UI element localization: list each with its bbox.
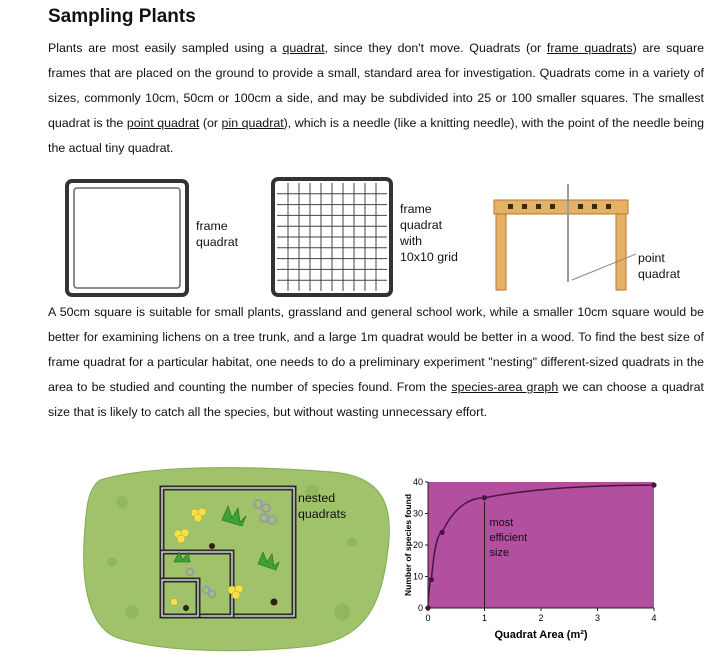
- species-area-chart: [400, 474, 664, 646]
- data-point: [425, 605, 430, 610]
- y-tick-label: 40: [412, 477, 423, 487]
- grid-label-line-3: with: [400, 234, 423, 248]
- grid-label-line-1: frame: [400, 202, 432, 216]
- intro-paragraph: [48, 36, 704, 161]
- second-paragraph: [48, 300, 704, 425]
- data-point: [440, 530, 445, 535]
- annotation-line-3: size: [489, 547, 510, 560]
- x-tick-label: 3: [594, 613, 601, 623]
- intro-text-1: Plants are most easily sampled using a: [48, 41, 283, 55]
- point-label-line-2: quadrat: [638, 267, 681, 281]
- intro-text-5: ), which is a needle (like a knitting needle), with the point of the needle being the actual tiny quadrat.: [48, 116, 705, 155]
- second-text-2: we can choose a quadrat size that is likely to catch all the species, but without wasting unnecessary effort.: [48, 380, 705, 419]
- species-area-graph-link[interactable]: species-area graph: [451, 380, 559, 394]
- nested-label-line-2: quadrats: [298, 507, 347, 521]
- right-leg: [616, 210, 626, 290]
- intro-text-3: ) are square frames that are placed on the ground to provide a small, standard area for investigation. Quadrats come in a variety of sizes, commonly 10cm, 50cm or 100cm a side, and may be subdivided into 25 or 100 smaller squares. The smallest quadrat is the: [48, 41, 705, 130]
- x-tick-label: 2: [538, 613, 544, 623]
- annotation-line-1: most: [489, 517, 514, 530]
- nested-quadrats-label: [298, 490, 346, 522]
- x-tick-label: 1: [481, 613, 488, 623]
- y-axis-label: Number of species found: [403, 493, 413, 597]
- y-tick-label: 30: [412, 508, 423, 519]
- second-text-1: A 50cm square is suitable for small plants, grassland and general school work, while a smaller 10cm square would be better for examining lichens on a tree trunk, and a large 1m quadrat would be better in a wood. To find the best size of frame quadrat for a particular habitat, one needs to do a preliminary experiment "nesting" different-sized quadrats in the area to be studied and counting the number of species found. From the: [48, 305, 704, 394]
- point-quadrat-figure: [490, 182, 640, 294]
- point-quadrat-label: [638, 250, 680, 282]
- nested-label-line-1: nested: [298, 491, 336, 505]
- frame-quadrat-label: [196, 218, 238, 250]
- page-title: Sampling Plants: [48, 6, 196, 27]
- frame-label-line-1: frame: [196, 219, 228, 233]
- left-leg: [496, 210, 506, 290]
- y-tick-label: 0: [417, 603, 423, 613]
- grid-label-line-2: quadrat: [400, 218, 443, 232]
- frame-quadrat-figure: [64, 178, 190, 298]
- x-tick-label: 4: [651, 613, 657, 623]
- pin-quadrat-link[interactable]: pin quadrat: [221, 116, 284, 130]
- outer-frame: [67, 181, 187, 295]
- nested-quadrats-figure: [82, 462, 394, 652]
- frame-label-line-2: quadrat: [196, 235, 239, 249]
- frame-quadrats-link[interactable]: frame quadrats: [546, 41, 633, 55]
- grid-label-line-4: 10x10 grid: [400, 250, 458, 264]
- data-point: [429, 577, 434, 582]
- grid-quadrat-label: [400, 201, 458, 265]
- inner-frame: [74, 188, 180, 288]
- x-axis-label: Quadrat Area (m²): [494, 629, 588, 641]
- point-quadrat-link[interactable]: point quadrat: [126, 116, 200, 130]
- quadrat-link[interactable]: quadrat: [282, 41, 325, 55]
- intro-text-2: , since they don't move. Quadrats (or: [324, 41, 547, 55]
- plot-area: [428, 482, 654, 608]
- annotation-line-2: efficient: [489, 532, 528, 545]
- data-point: [651, 483, 656, 488]
- data-point: [482, 495, 487, 500]
- y-tick-label: 20: [412, 540, 423, 550]
- y-tick-label: 10: [412, 571, 423, 582]
- point-label-line-1: point: [638, 251, 665, 265]
- x-tick-label: 0: [425, 613, 431, 623]
- grid-quadrat-figure: [270, 176, 394, 298]
- intro-text-4: (or: [199, 116, 222, 130]
